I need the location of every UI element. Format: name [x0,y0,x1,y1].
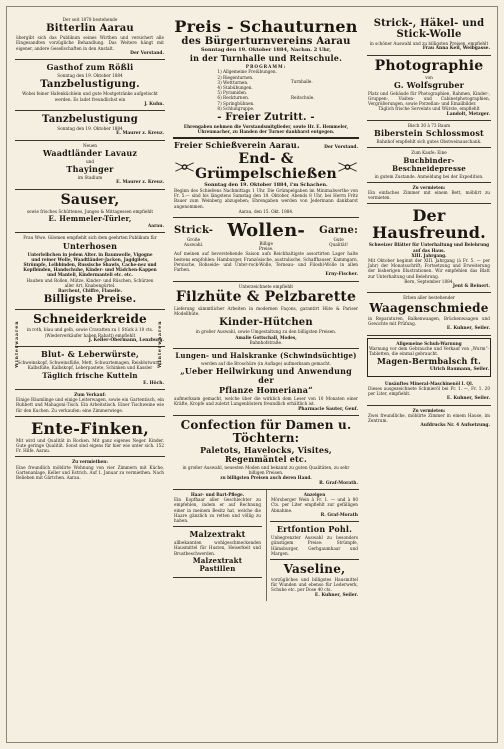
ad-schiessverein [173,139,359,218]
ad-year: XIII. Jahrgang. [411,252,447,258]
ad-title: Vaseline, [283,561,346,576]
ad-body: Bahnhof empfiehlt sich gutes Obstweinauschank. [376,139,482,145]
ad-title: Der Hausfreund. [372,206,486,243]
ad-title: Strick-, Häkel- und Stick-Wolle [373,18,485,40]
ad-body: Unterleibchen in jedem Alter. in Baumwolle, Vigogne und reiner Wolle, Waadtländer-Jacken, Jagdgilets, Strümpfe, Leibbinden, Russische Shawls, Cache-nez und Kopfbinden, Handschuhe, Kinder- und Mädchen-Kappen und Manteli, Kindermanteli etc. etc. [23,251,157,278]
free-body: Ehrengaben nehmen die Vorstandsmitglieder, sowie Hr. E. Hemmeler, Uhrenmacher, zu Handen der Turner dankbarst entgegen. [183,124,349,135]
ad-anzeigen [270,490,359,522]
ad-name: G. Wolfsgruber [393,79,465,90]
ad-title: Ente-Finken, [31,418,149,438]
ad-zimmer [367,406,491,432]
ad-signature: Ulrich Baumann, Seiler. [429,367,489,373]
ad-text: Der seit 1878 bestehende [62,17,118,22]
ad-signature: Malzextrakt Pastillen [192,555,243,573]
ad-body: Unbegrenzter Auswahl zu besonders günstigem Preise: Strümpfe, Hämsburger, Gerbgaumhaar und Margen. [271,535,358,556]
ad-wuerste [15,347,165,390]
ad-vermiethen [15,457,165,483]
ad-body: in schöner Auswahl und zu billigsten Preisen, empfiehlt [369,41,489,46]
ad-more: Hauben und Rollen. Mütze, Kinder- und Rüschen, Schürzen aller Art, Knabengürtel. [26,277,154,288]
ad-text: Frau Wwe. Gilomen empfiehlt sich dem geehrten Publikum für [23,235,157,241]
ad-headline: Unterhosen [62,240,118,251]
ad-signature: Der Vorstand. [324,145,358,151]
ad-sub: Schweizer Blätter für Unterhaltung und Belehrung auf das Haus. [368,242,490,253]
ad-book: „Ueber Heilwirkung und Anwendung der [180,366,352,386]
program-title: PROGRAMM: [245,64,287,70]
ad-title: Confection für Damen u. Töchtern: [180,417,352,445]
ad-tanz [15,111,165,141]
ad-signature: E. Kuhner, Seiler. [446,326,490,332]
ad-vaseline [270,560,359,601]
program-item: 5) Pyramiden. [217,90,248,96]
wool-left-line: Große [186,237,201,243]
ad-body: Dieses ausgezeichnete Schmieröl bei Fr. 1. —, Fr. 1. 20 per Liter, empfiehlt. [368,385,490,396]
middle-column [173,15,359,601]
mid-bottom-left [173,490,262,601]
program-item: 1) Allgemeine Freiübungen. [217,69,277,75]
mid-bottom-split [173,490,359,601]
ad-title: Ertfontion Pohl. [276,524,353,535]
program-place: Turnhalle. [290,79,313,85]
ad-title: Schneiderkreide [33,312,147,327]
ad-pohl [270,522,359,560]
ad-photographie [367,56,491,121]
program-item: 6) Reckturnen. [217,95,250,101]
ad-date: Bern, September 1884. [404,278,454,284]
ad-body: übergibt sich das Publikum seines Wirthen und versichert alle Eingesandten vorzügliche Behandlung. Das Weitere hängt mit eigener, andere Gesellschaften in den Anstalt. [16,35,164,51]
ad-signature: R. Graf-Morath. [319,480,358,486]
ad-waagenschmiede [367,293,491,335]
ad-title: Bitterlin Aarau [46,23,134,35]
ad-place: in der Turnhalle und Reitschule. [189,53,343,64]
crossed-rifles-icon [174,159,195,175]
ad-signature: E. Höch. [143,380,164,386]
ad-signature: Landolt, Metzger. [446,111,490,117]
ad-signature: J. Keller-Obermann, Lenzburg. [88,337,164,343]
side-label-right: Winterwaaren [158,320,163,369]
ad-date: Sonntag den 19. Oktober 1884, Nachm. 2 Uhr, [201,47,331,53]
ad-title: Zum Verkauf: [74,391,106,397]
ad-pre: Bisch 30 à 73 Baum [407,123,451,129]
ad-signature: Frau Anna Keil, Weibgasse. [422,46,490,52]
program-item: 8) Schlußgruppe. [217,105,255,111]
ad-pre: Erben aller bestehender [403,295,455,301]
program-item: 7) Springbühnen. [217,100,255,106]
ad-body: in großer Auswahl, neuesten Moden und bekannt zu guten Qualitäten, zu sehr billigen Preisen. [182,464,350,476]
ad-signature: Der Vorstand. [130,50,164,56]
ad-note: zu billigsten Preisen auch deren Hand. [220,475,312,481]
ad-body: Mit wird und Qualität in Rocken. Mit ganz eigenes Neger. Kinder. Gute geringe Qualität. Sonst sind eigens für hier wie unter sich. 152 Fr. Hilfe. Aarau. [16,437,164,454]
ad-haar [173,490,262,527]
ad-headline: Tanzbelustigung. [40,79,140,91]
ad-signature: E. Maurer z. Kreuz. [116,131,164,137]
ad-title: Tanzbelustigung [42,114,138,126]
program-item: 4) Stabübungen. [217,85,253,91]
ad-title: Buchbinder-Beschneidepresse [392,155,466,173]
ad-body: Ein einfaches Zimmer mit einem Bett, möblirt zu vermieten. [368,190,490,201]
ad-title: Sauser, [60,191,120,208]
ad-title: Haar- und Bart-Pflege. [190,491,245,497]
ad-note: Täglich frische Servelats und Würste, empfiehlt [378,106,480,112]
ad-schlossmost [367,121,491,148]
ad-book-2: Pflanze Homeriana“ [218,385,313,396]
ad-title: Preis - Schauturnen [174,17,358,36]
ad-and: und [85,159,95,165]
ad-signature: Amalie Gottschall, Modes, [235,334,297,340]
ad-signature: Jent & Reinert. [452,284,490,290]
ad-sub: des Bürgerturnvereins Aarau [181,36,351,47]
ad-body: Wobei feiner Hafenküchlein und gute Mostgetränke aufgetischt werden. Es ladet freundlichst ein [22,91,158,102]
wool-right-line: Qualität! [329,242,348,248]
ad-body: Schweinskopf, Schweinsfüße, Mett, Schwartemagen, Reisblutwurst, Kalbsfüße, Kalbskopf, Leberpastete, Schinken und Kassler [17,360,163,371]
ad-signature-2: Bahnhofstraße. [249,339,283,345]
ad-verkauf [15,390,165,417]
program-place: Reitschule. [290,94,315,100]
ad-signature: Erny-Fischer. [325,272,358,278]
ad-title-2: Thayinger [66,164,114,175]
wool-right-line: Gute [333,237,344,243]
wool-mid-title: Wollen- [227,220,306,242]
ad-confection [173,416,359,490]
ad-headline: Blut- & Leberwürste, [40,349,140,360]
ad-warnung [367,338,491,377]
ad-body: Auf meinen auf bevorstehende Saison aufs Reichhaltigste assortirten Lager halte bestens empfohlen: Hamburger, Französische, australische, Schaffhauser, Kammgarn, Persische, Rohseide- und Unter-rock-Wolle, Terneau- und Filoshl-Wolle in allen Farben. [174,251,358,273]
ad-schneiderkreide [15,310,165,347]
ad-signature: J. Kuhn. [144,101,164,107]
ad-body: Eine freundlich möblirte Wohnung von vier Zimmern mit Küche, Gartenanlage, Keller und Estrich. Auf 1. Januar zu vermiethen. Nach Belieben mit Gärtchen. Aarau. [16,464,164,480]
ad-title: Allgemeine Schuh-Warnung [396,340,462,346]
ad-title: Filzhüte & Pelzbarette [175,288,357,305]
ad-signature: R. Graf-Morath [320,512,358,518]
wool-mid-line: Preise. [258,246,274,252]
ad-title: Photographie [374,57,484,74]
ad-sub: werden auf die Broschüre (in Auflage) aufmerksam gemacht. [201,360,331,366]
ad-signature: E. Kuhner, Seiler. [446,396,490,402]
wool-mid-line: Billige [259,241,273,247]
ad-place: Aarau, den 15. Okt. 1884. [238,208,294,214]
ad-title: Zu vermieten: [412,407,446,413]
ad-signature: Pharmacie Sauter, Genf. [298,406,358,412]
ad-ente-finken [15,417,165,458]
ad-body: in Reparaturen, Balkenwaagen, Brückenwaagen und Gewichte mit Prüfung. [368,315,490,326]
ad-sub: von [425,74,433,80]
ad-sub: Paletots, Havelocks, Visites, Regenmäntel etc. [200,444,332,464]
program-item: 2) Riegenturnen. [217,74,254,80]
ad-maschinenoel [367,379,491,406]
ad-filzhuete [173,282,359,349]
ad-signature: E. Maurer z. Kreuz. [116,180,164,186]
ad-text: Neuen [82,142,97,148]
ad-strickwolle [367,15,491,56]
ad-vermieten [367,183,491,205]
ad-bitterlin [15,15,165,60]
ad-title: Lungen- und Halskranke (Schwindsüchtige) [175,350,357,360]
ad-body: in roth, blau und gelb, sowie Cravatten zu 1 Stück à 10 cts. (Wiederverkäufer haben Rabatt) empfiehlt [26,327,154,338]
ad-malzextrakt [173,527,262,578]
ad-title: Unsänftes Mineral-Maschinenöl I. Ql. [384,380,474,386]
ad-wolle [173,218,359,282]
ad-roessli [15,60,165,111]
ad-signature: Aufdrucks Nr. 4 Aufsetzung. [420,423,490,429]
ad-presse [367,148,491,182]
ad-sub: Täglich frische Kutteln [42,370,138,380]
program-item: 3) Wettturnen. [217,79,249,85]
ad-pre: Zum Kaufe: Eine [411,150,447,156]
ad-body: aufmerksam gemacht, welche über die wirklich dem Leser von 10 Monaten einer Kräfte, Kropfe und zuletzt Lungenblutern freundlich erhältlich ist. [174,396,358,407]
ad-waadtlaender [15,141,165,190]
side-label-left: Winterwaaren [15,320,20,369]
ad-date: Sonntag den 19. Oktober 1884 [57,126,123,132]
ad-body: Mit Oktober beginnt der XIII. Jahrgang (à Fr. 5. — per Jahr) der Monatsschrift; Fortsetzung und Erweiterung der bisherigen Illustrationen. Wir empfehlen das Blatt zur Unterhaltung und Belehrung. [368,258,490,279]
ad-body: Einige Bäumlinge und einige Leiterwagen, sowie ein Gartentisch, ein Ruhbett und Mahagoni-Tisch. Ein Arbeitstisch. Einer Tischweine wie für den Kuchen. Zu verkaufen: eine Zimmerwiege. [16,397,164,413]
ad-body: Zwei freundliche, möblirte Zimmer in einem Hause, im Zentrum. [368,412,490,423]
ad-prices: Barchent, Chiffre, Flanelle. [57,288,123,294]
program-places [291,69,315,111]
ad-head: Freier Schießverein Aarau. [174,140,300,151]
ad-sub: Magen-Bermbalsch ft. [376,356,482,367]
wool-left-title: Strick- [174,225,214,237]
ad-sauser [15,190,165,234]
left-column [15,15,165,483]
ad-body: Ein Kopfhaar aller Geschlechter zu empfehlen, indem er auf Rechnung einer in meinem Besitz hat, welche die Haare gänzlich zu retten und völlig zu haben. [174,497,261,523]
ad-date: Sonntag den 19. Oktober 1884 [57,73,123,79]
ad-title: Biberstein Schlossmost [374,128,484,139]
ad-title: Waadtländer Lavauz [42,148,138,159]
ad-title: Zu vermieten: [412,184,446,190]
mid-bottom-right [266,490,359,601]
ad-body: Beginn des Schießens Nachmittags 1 Uhr. Die Grümpelgaben im Minimalwerthe von Fr. 5.— sind bis längstens Samstag den 18. Oktober, Abends 8 Uhr, bei Herrn Fritz Bauer zum Weinberg abzugeben; Ehrengaben werden von Jedermann dankbarst angenommen. [174,188,358,209]
wool-left-line: Auswahl. [183,242,204,248]
ad-title: Gasthof zum Rößli [46,62,134,73]
free-admission: - Freier Zutritt. - [217,112,315,124]
ad-body: vorzügliches und billigstes Hausmittel für Wunden und ebenso für Lederwerk, Schuhe etc. per Dose 40 cts. [271,576,358,593]
ad-title: End- & Grümpelschießen [195,150,337,182]
ad-body: sowie frisches Schüttenes, Junges & Mittagessen empfiehlt [26,208,154,214]
ad-title: Zu vermiethen: [72,459,108,465]
ad-sub: im Stadium [77,175,103,181]
ad-body: Mörsberger Wein à Fr. 1. — und à 80 Cts. per Liter empfiehlt zur gefälligen Abnahme. [271,497,358,513]
crossed-rifles-icon [337,159,358,175]
wool-right-title: Garne: [319,225,358,237]
ad-title: Waagenschmiede [369,300,489,315]
ad-body: Lieferung sämmtlicher Arbeiten in modernen Façons, garantirt Hüte & Pariser Modellhüte. [174,305,358,317]
ad-kids-body: in großer Auswahl, sowie Umgestaltung zu den billigsten Preisen. [195,329,337,335]
ad-body: Warnung vor dem Gebrauche und Verkauf von „Wurm“-Tabletten, die einmal gebraucht. [369,345,489,356]
ad-body: in gutem Zustande. Anmeldung bei der Expedition. [374,173,484,179]
ad-place: Aarau. [147,224,164,230]
ad-title: Anzeigen [303,491,326,497]
ad-lungen [173,349,359,416]
ad-kids-title: Kinder-Hütchen [219,317,313,329]
ad-title: Malzextrakt [189,529,246,540]
ad-body: Platz und Gebäude für Photographien, Rahmen, Kinder-, Gruppen-, Visiten- und Cabinetphotographien, Vergrößerungen, sowie Porzellan- und Emailbilder. [368,90,490,107]
ad-schauturnen [173,15,359,139]
ad-date: Sonntag den 19. Oktober 1884, i'm Schachen. [204,181,328,188]
ad-tag: Billigste Preise. [43,294,137,306]
ad-hausfreund [367,204,491,293]
right-column [367,15,491,432]
ad-pre: Unterzeichnete empfiehlt [238,283,294,289]
program-list [217,69,276,111]
newspaper-page [6,6,498,743]
ad-signature: E. Kuhner, Seiler. [314,592,358,598]
ad-body: allbekannten wohlgeschmeckenden Hausmittel für Husten, Heiserkeit und Brustbeschwerden. [174,540,261,556]
ad-signature: E. Hemmeler-Türler, [48,214,132,224]
